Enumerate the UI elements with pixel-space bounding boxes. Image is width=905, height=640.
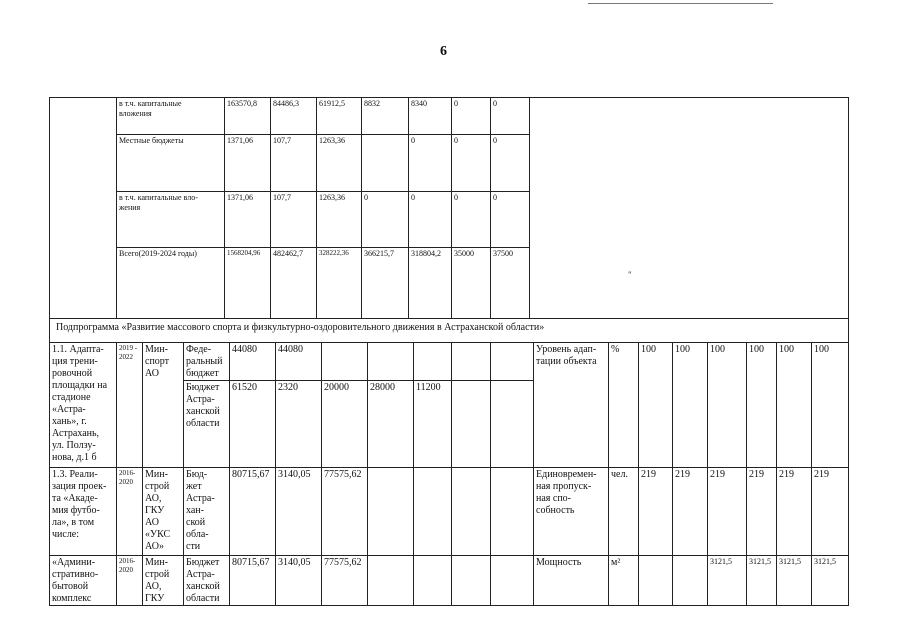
- top-row-value: 318804,2: [408, 247, 452, 319]
- top-row-value: 61912,5: [316, 97, 362, 135]
- top-row-value: 0: [361, 191, 409, 248]
- indicator-value: 219: [776, 467, 812, 556]
- top-row-value: 1568204,96: [224, 247, 271, 319]
- indicator-value: 219: [638, 467, 673, 556]
- indicator-unit: %: [608, 342, 639, 468]
- indicator-value: 100: [672, 342, 708, 468]
- indicator-value: 3121,5: [746, 555, 777, 606]
- top-row-value: 0: [408, 134, 452, 192]
- executor-cell: Мин- спорт АО: [142, 342, 184, 468]
- top-left-blank-cell: [49, 97, 117, 319]
- indicator-value: 100: [707, 342, 747, 468]
- subprogram-title: Подпрограмма «Развитие массового спорта и физкультурно-оздоровительного движения в Астраханской области»: [49, 318, 849, 343]
- top-row-value: 0: [490, 97, 530, 135]
- amount-value: 3140,05: [275, 555, 322, 606]
- measure-name: 1.1. Адапта- ция трени- ровочной площадки на стадионе «Астра- хань», г. Астрахань, ул. Ползу- нова, д.1 б: [49, 342, 117, 468]
- amount-value: 11200: [413, 380, 452, 468]
- top-row-label: Всего(2019-2024 годы): [116, 247, 225, 319]
- top-row-value: 366215,7: [361, 247, 409, 319]
- amount-value: 44080: [275, 342, 322, 381]
- top-row-value: 1263,36: [316, 134, 362, 192]
- top-row-label: в т.ч. капитальные вло- жения: [116, 191, 225, 248]
- funding-source: Бюджет Астра- ханской области: [183, 555, 230, 606]
- amount-value: [490, 380, 534, 468]
- amount-value: 20000: [321, 380, 368, 468]
- top-row-label: Местные бюджеты: [116, 134, 225, 192]
- indicator-value: 100: [746, 342, 777, 468]
- amount-value: [367, 467, 414, 556]
- indicator-name: Единовремен- ная пропуск- ная спо- собность: [533, 467, 609, 556]
- amount-value: 80715,67: [229, 555, 276, 606]
- top-row-value: 163570,8: [224, 97, 271, 135]
- top-row-value: [361, 134, 409, 192]
- measure-name: 1.3. Реали- зация проек- та «Акаде- мия футбо- ла», в том числе:: [49, 467, 117, 556]
- indicator-value: 3121,5: [811, 555, 849, 606]
- years-cell: 2016- 2020: [116, 467, 143, 556]
- amount-value: [451, 467, 491, 556]
- indicator-name: Уровень адап- тации объекта: [533, 342, 609, 468]
- top-row-value: 0: [490, 134, 530, 192]
- top-right-blank-cell: [529, 97, 849, 319]
- amount-value: [451, 380, 491, 468]
- amount-value: 80715,67: [229, 467, 276, 556]
- funding-source: Бюджет Астра- ханской области: [183, 380, 230, 468]
- amount-value: [413, 342, 452, 381]
- years-cell: 2019 - 2022: [116, 342, 143, 468]
- indicator-value: 219: [672, 467, 708, 556]
- top-row-value: 107,7: [270, 134, 317, 192]
- amount-value: 2320: [275, 380, 322, 468]
- amount-value: 3140,05: [275, 467, 322, 556]
- amount-value: 61520: [229, 380, 276, 468]
- top-row-value: 8340: [408, 97, 452, 135]
- funding-source: Феде- ральный бюджет: [183, 342, 230, 381]
- indicator-value: 100: [638, 342, 673, 468]
- top-row-value: 0: [490, 191, 530, 248]
- executor-cell: Мин- строй АО, ГКУ: [142, 555, 184, 606]
- top-row-value: 107,7: [270, 191, 317, 248]
- executor-cell: Мин- строй АО, ГКУ АО «УКС АО»: [142, 467, 184, 556]
- amount-value: 44080: [229, 342, 276, 381]
- years-cell: 2016- 2020: [116, 555, 143, 606]
- indicator-unit: чел.: [608, 467, 639, 556]
- amount-value: 28000: [367, 380, 414, 468]
- amount-value: [413, 555, 452, 606]
- top-row-value: 37500: [490, 247, 530, 319]
- indicator-value: [638, 555, 673, 606]
- top-row-value: 1371,06: [224, 191, 271, 248]
- amount-value: [490, 555, 534, 606]
- top-row-value: 1263,36: [316, 191, 362, 248]
- page-number: 6: [440, 44, 447, 59]
- indicator-value: 3121,5: [707, 555, 747, 606]
- amount-value: [451, 555, 491, 606]
- indicator-name: Мощность: [533, 555, 609, 606]
- amount-value: [490, 342, 534, 381]
- indicator-value: 100: [811, 342, 849, 468]
- top-row-value: 0: [451, 97, 491, 135]
- top-row-value: 0: [408, 191, 452, 248]
- amount-value: [490, 467, 534, 556]
- indicator-unit: м²: [608, 555, 639, 606]
- top-row-value: 0: [451, 191, 491, 248]
- top-row-label: в т.ч. капитальные вложения: [116, 97, 225, 135]
- top-row-value: 8832: [361, 97, 409, 135]
- measure-name: «Админи- стративно- бытовой комплекс: [49, 555, 117, 606]
- indicator-value: [672, 555, 708, 606]
- indicator-value: 100: [776, 342, 812, 468]
- top-row-value: 35000: [451, 247, 491, 319]
- top-row-value: 1371,06: [224, 134, 271, 192]
- funding-source: Бюд- жет Астра- хан- ской обла- сти: [183, 467, 230, 556]
- top-row-value: 84486,3: [270, 97, 317, 135]
- amount-value: 77575,62: [321, 555, 368, 606]
- amount-value: [451, 342, 491, 381]
- amount-value: 77575,62: [321, 467, 368, 556]
- top-edge-line: [588, 3, 773, 4]
- top-row-value: 0: [451, 134, 491, 192]
- top-row-value: 328222,36: [316, 247, 362, 319]
- indicator-value: 219: [811, 467, 849, 556]
- stray-mark: ": [628, 270, 632, 280]
- top-row-value: 482462,7: [270, 247, 317, 319]
- indicator-value: 3121,5: [776, 555, 812, 606]
- amount-value: [413, 467, 452, 556]
- indicator-value: 219: [746, 467, 777, 556]
- indicator-value: 219: [707, 467, 747, 556]
- amount-value: [367, 342, 414, 381]
- amount-value: [367, 555, 414, 606]
- amount-value: [321, 342, 368, 381]
